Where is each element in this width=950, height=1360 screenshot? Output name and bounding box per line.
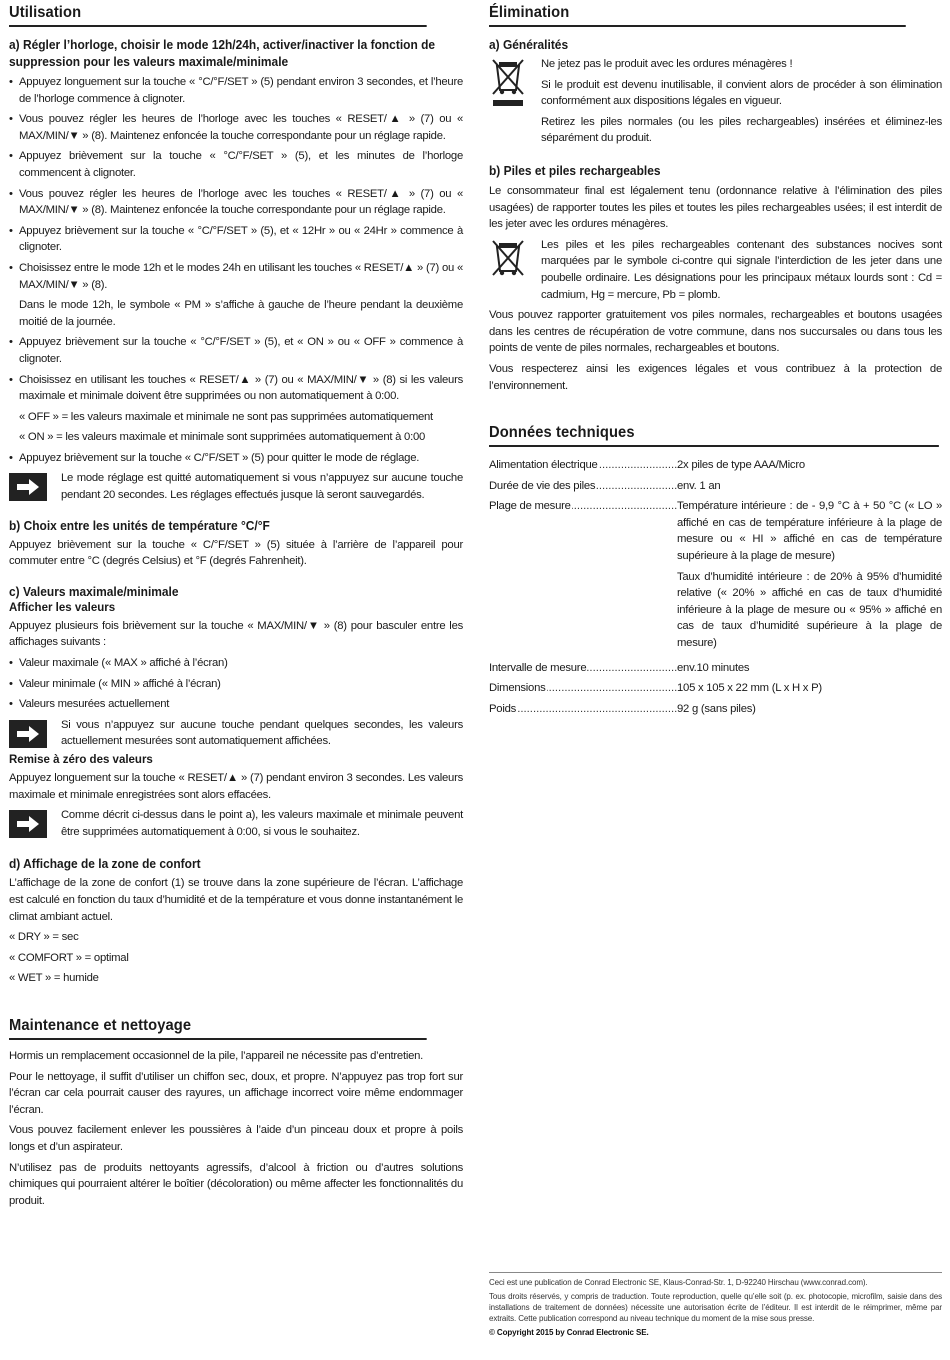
publisher-line: Ceci est une publication de Conrad Electronic SE, Klaus-Conrad-Str. 1, D-92240 Hirschau (www.conrad.com). [489, 1278, 868, 1287]
paragraph: Appuyez longuement sur la touche « RESET/▲ » (7) pendant environ 3 secondes. Les valeurs maximale et minimale enregistrées sont alors effacées. [9, 772, 463, 801]
arrow-right-icon [9, 473, 47, 501]
crossed-bin-icon [489, 56, 529, 113]
list-item: • Valeur minimale (« MIN » affiché à l’écran) [9, 677, 221, 690]
copyright: © Copyright 2015 by Conrad Electronic SE. [489, 1328, 649, 1337]
subsection-heading-d: d) Affichage de la zone de confort [9, 856, 201, 872]
section-title-utilisation: Utilisation [9, 0, 427, 27]
paragraph: Ne jetez pas le produit avec les ordures ménagères ! [541, 58, 793, 70]
list-item: • Appuyez brièvement sur la touche « °C/°F/SET » (5), et « 12Hr » ou « 24Hr » commence à clignoter. [9, 224, 463, 254]
list-item: • Vous pouvez régler les heures de l’horloge avec les touches « RESET/▲ » (7) ou « MAX/MIN/▼ » (8). Maintenez enfoncée la touche correspondante pour un réglage rapide. [9, 113, 463, 142]
list-item: • Appuyez brièvement sur la touche « °C/°F/SET » (5), et les minutes de l’horloge commencent à clignoter. [9, 150, 463, 179]
display-modes-list [9, 655, 463, 713]
info-note: Comme décrit ci-dessus dans le point a), les valeurs maximale et minimale peuvent être supprimées automatiquement à 0:00, si vous le souhaitez. [9, 807, 463, 840]
comfort-dry: « DRY » = sec [9, 931, 79, 944]
list-item: • Appuyez longuement sur la touche « °C/°F/SET » (5) pendant environ 3 secondes, et l’heure de l’horloge commence à clignoter. [9, 76, 463, 105]
list-item: • Appuyez brièvement sur la touche « C/°F/SET » (5) pour quitter le mode de réglage. [9, 451, 420, 464]
comfort-optimal: « COMFORT » = optimal [9, 951, 129, 964]
arrow-right-icon [9, 810, 47, 838]
battery-disposal-block [489, 237, 942, 307]
paragraph: N’utilisez pas de produits nettoyants agressifs, d’alcool à friction ou d’autres solutions chimiques qui pourraient altérer le boîtier (décoloration) ou même affecter les fonctionnalités du produit. [9, 1161, 463, 1207]
paragraph: Hormis un remplacement occasionnel de la pile, l’appareil ne nécessite pas d’entretien. [9, 1049, 424, 1062]
paragraph: Retirez les piles normales (ou les piles rechargeables) insérées et éliminez-les séparément du produit. [541, 115, 942, 145]
paragraph: L’affichage de la zone de confort (1) se trouve dans la zone supérieure de l’écran. L’affichage est calculé en fonction du taux d’humidité et de la température et vous donne instantanément le climat ambiant actuel. [9, 877, 463, 923]
table-row: Dimensions ..... 105 x 105 x 22 mm (L x H x P) [489, 680, 942, 697]
subsection-heading-b: b) Choix entre les unités de température °C/°F [9, 517, 270, 533]
paragraph: Vous pouvez rapporter gratuitement vos piles normales, rechargeables et boutons usagées dans les centres de récupération de votre commune, dans nos succursales ou dans tous les points de vente de piles normales, rechargeables et boutons. [489, 309, 942, 355]
paragraph: Vous pouvez facilement enlever les poussières à l’aide d’un pinceau doux et propre à poils longs et d’un aspirateur. [9, 1124, 463, 1153]
rights-notice: Tous droits réservés, y compris de traduction. Toute reproduction, quelle qu’elle soit (p. ex. photocopie, microfilm, saisie dans des installations de traitement de données) nécessite une autorisation écrite de l’éditeur. Il est interdit de le réimprimer, même par extraits. Cette publication correspond au niveau technique du moment de la mise sous presse. [489, 1292, 942, 1323]
crossed-bin-icon [489, 237, 529, 286]
info-note: Si vous n’appuyez sur aucune touche pendant quelques secondes, les valeurs actuellement mesurées sont automatiquement affichées. [9, 717, 463, 750]
paragraph: Si le produit est devenu inutilisable, il convient alors de procéder à son élimination conformément aux dispositions légales en vigueur. [541, 78, 942, 108]
off-description: « OFF » = les valeurs maximale et minimale ne sont pas supprimées automatiquement [19, 410, 433, 423]
table-row: Durée de vie des piles ..... env. 1 an [489, 478, 942, 495]
section-title-maintenance: Maintenance et nettoyage [9, 1013, 427, 1040]
section-title-elimination: Élimination [489, 0, 906, 27]
arrow-right-icon [9, 720, 47, 748]
list-item: • Valeur maximale (« MAX » affiché à l’écran) [9, 657, 228, 670]
table-row: Intervalle de mesure ..... env.10 minutes [489, 660, 942, 677]
paragraph: Le consommateur final est légalement tenu (ordonnance relative à l’élimination des piles usagées) de rapporter toutes les piles et toutes les piles rechargeables usées; il est interdit de les jeter avec les ordures ménagères. [489, 184, 942, 231]
clock-setting-list [9, 74, 463, 466]
minor-heading: Afficher les valeurs [9, 601, 116, 614]
paragraph: Les piles et les piles rechargeables contenant des substances nocives sont marquées par le symbole ci-contre qui signale l’interdiction de les jeter dans une poubelle ordinaire. Les désignations pour les principaux métaux lourds sont : Cd = cadmium, Hg = mercure, Pb = plomb. [541, 238, 942, 301]
list-item: • Vous pouvez régler les heures de l’horloge avec les touches « RESET/▲ » (7) ou « MAX/MIN/▼ » (8). Maintenez enfoncée la touche correspondante pour un réglage rapide. [9, 187, 463, 217]
minor-heading: Remise à zéro des valeurs [9, 754, 153, 766]
paragraph: Vous respecterez ainsi les exigences légales et vous contribuez à la protection de l’environnement. [489, 362, 942, 392]
subsection-heading-a: a) Généralités [489, 37, 569, 52]
table-row: Poids ..... 92 g (sans piles) [489, 701, 942, 718]
imprint-footer [489, 1272, 942, 1341]
paragraph: Pour le nettoyage, il suffit d’utiliser un chiffon sec, doux, et propre. N’appuyez pas trop fort sur l’écran car cela pourrait causer des rayures, un affichage incorrect voire même endommager l’écran. [9, 1070, 463, 1116]
list-item: • Valeurs mesurées actuellement [9, 698, 170, 711]
section-title-tech-data: Données techniques [489, 420, 939, 447]
table-row: Alimentation électrique ..... 2x piles de type AAA/Micro [489, 457, 942, 474]
subsection-heading-a: a) Régler l’horloge, choisir le mode 12h/24h, activer/inactiver la fonction de suppression pour les valeurs maximale/minimale [9, 37, 436, 69]
disposal-block [489, 56, 942, 151]
table-row: Plage de mesure ..... Température intérieure : de - 9,9 °C à + 50 °C (« LO » affiché en cas de température inférieure à la plage de mesure ou « HI » affiché en cas de température supérieure à la plage de mesure) Taux d’humidité intérieure : de 20% à 95% d’humidité relative (« 20% » affiché en cas de taux d’humidité inférieure à la plage de mesure ou « 95% » affiché en cas de taux d’humidité supérieure à la plage de mesure) [489, 498, 942, 655]
paragraph: Appuyez plusieurs fois brièvement sur la touche « MAX/MIN/▼ » (8) pour basculer entre les affichages suivants : [9, 619, 463, 649]
list-item: • Appuyez brièvement sur la touche « °C/°F/SET » (5), et « ON » ou « OFF » commence à clignoter. [9, 336, 463, 365]
subsection-heading-c: c) Valeurs maximale/minimale [9, 583, 179, 599]
comfort-wet: « WET » = humide [9, 972, 99, 985]
subsection-heading-b: b) Piles et piles rechargeables [489, 162, 661, 178]
left-column [9, 0, 463, 1213]
info-note: Le mode réglage est quitté automatiquement si vous n’appuyez sur aucune touche pendant 20 secondes. Les réglages effectués jusque là seront sauvegardés. [9, 470, 463, 503]
on-description: « ON » = les valeurs maximale et minimale sont supprimées automatiquement à 0:00 [19, 431, 426, 444]
right-column [489, 0, 942, 721]
paragraph: Appuyez brièvement sur la touche « C/°F/SET » (5) située à l’arrière de l’appareil pour commuter entre °C (degrés Celsius) et °F (degrés Fahrenheit). [9, 538, 463, 568]
tech-data-table [489, 457, 942, 717]
list-item: • Choisissez entre le mode 12h et le modes 24h en utilisant les touches « RESET/▲ » (7) ou « MAX/MIN/▼ » (8). Dans le mode 12h, le symbole « PM » s’affiche à gauche de l’heure pendant la deuxième moitié de la journée. [9, 261, 463, 328]
list-item: • Choisissez en utilisant les touches « RESET/▲ » (7) ou « MAX/MIN/▼ » (8) si les valeurs maximale et minimale doivent être supprimées ou non automatiquement à 0:00. « OFF » = les valeurs maximale et minimale ne sont pas supprimées automatiquement « ON » = les valeurs maximale et minimale sont supprimées automatiquement à 0:00 [9, 372, 463, 446]
